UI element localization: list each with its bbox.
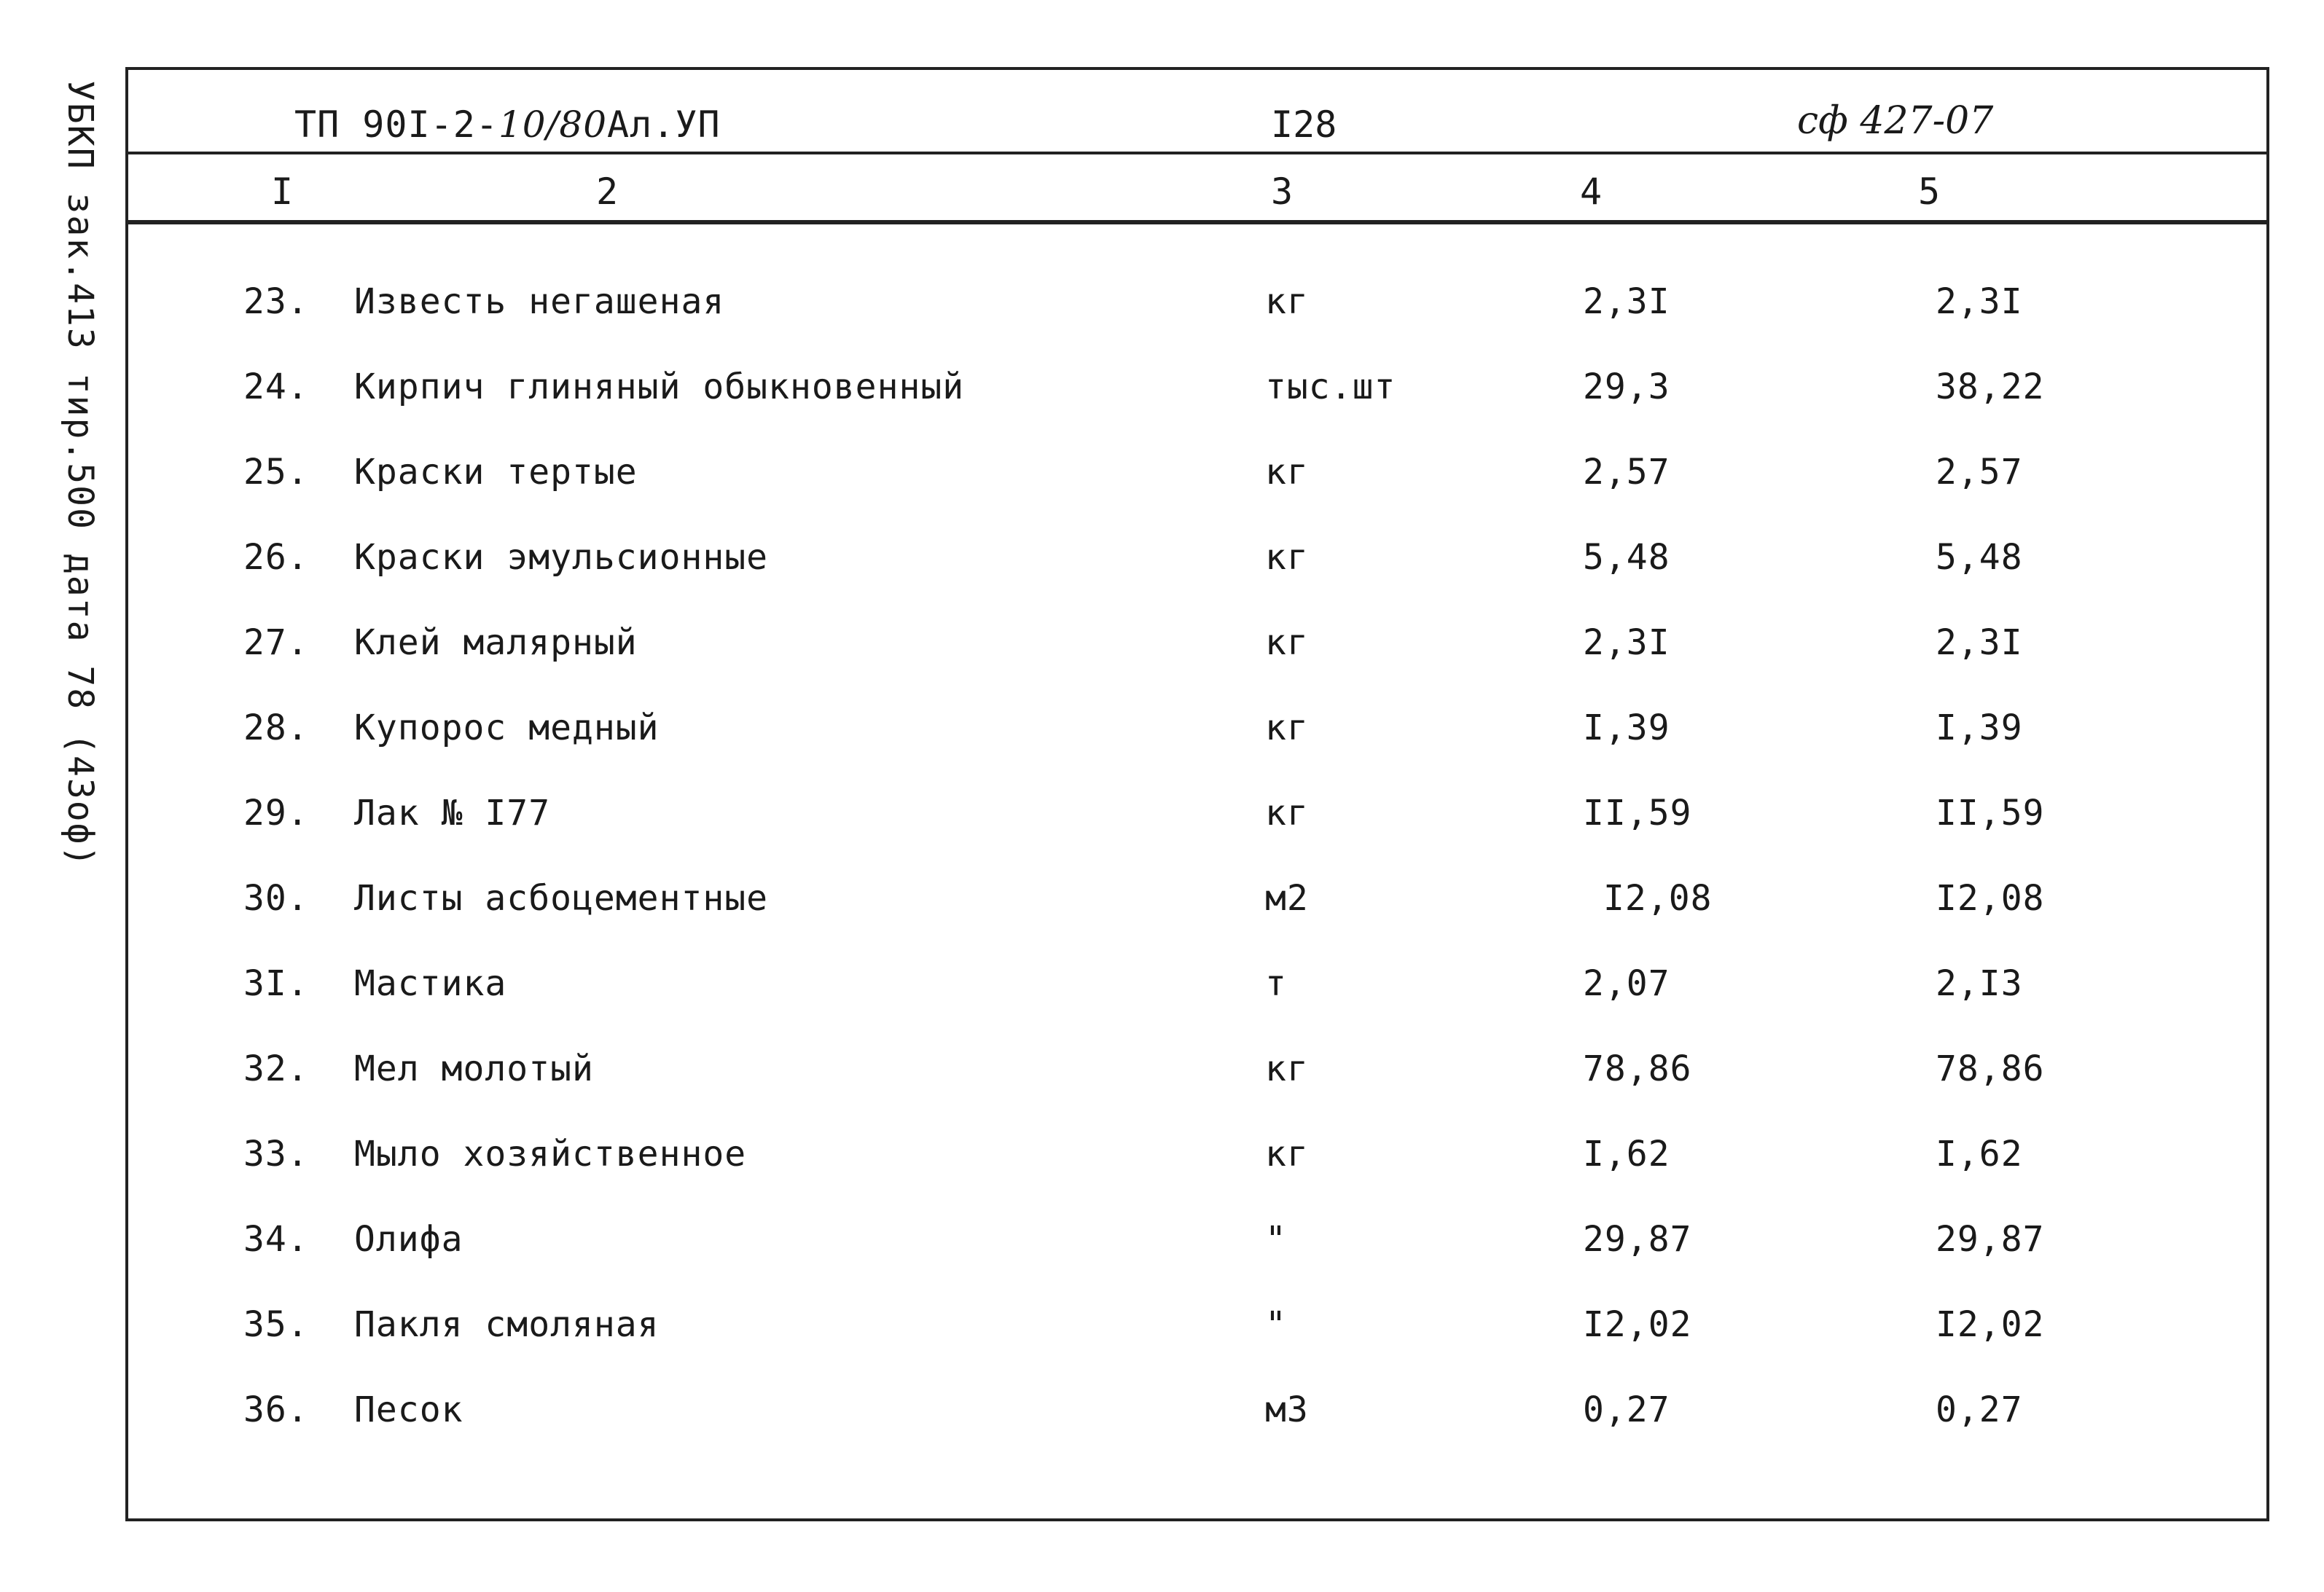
side-stamp bbox=[15, 80, 124, 868]
material-name: Клей малярный bbox=[354, 622, 638, 663]
handwritten-ref: сф 427-07 bbox=[1797, 99, 1994, 143]
row-number: 36. bbox=[243, 1389, 309, 1430]
value-col4: I2,08 bbox=[1603, 878, 1713, 919]
material-name: Листы асбоцементные bbox=[354, 878, 769, 919]
unit: кг bbox=[1265, 1134, 1309, 1175]
table-row bbox=[128, 1304, 2266, 1362]
material-name: Краски эмульсионные bbox=[354, 537, 769, 578]
value-col4: 29,87 bbox=[1583, 1219, 1692, 1260]
doc-code-prefix: ТП 90I-2- bbox=[294, 103, 498, 146]
table-row bbox=[128, 793, 2266, 851]
column-header-1: I bbox=[271, 170, 294, 213]
row-number: 24. bbox=[243, 366, 309, 407]
unit: кг bbox=[1265, 537, 1309, 578]
row-number: 28. bbox=[243, 707, 309, 748]
table-row bbox=[128, 707, 2266, 766]
unit: " bbox=[1265, 1304, 1287, 1345]
sheet-header bbox=[128, 70, 2266, 154]
value-col5: 2,3I bbox=[1936, 281, 2023, 322]
row-number: 30. bbox=[243, 878, 309, 919]
unit: кг bbox=[1265, 707, 1309, 748]
doc-code bbox=[294, 103, 721, 146]
table-row bbox=[128, 622, 2266, 681]
table-row bbox=[128, 963, 2266, 1022]
value-col5: 2,I3 bbox=[1936, 963, 2023, 1004]
value-col5: I2,08 bbox=[1936, 878, 2045, 919]
material-name: Лак № I77 bbox=[354, 793, 551, 834]
column-header-2: 2 bbox=[596, 170, 619, 213]
material-name: Мастика bbox=[354, 963, 507, 1004]
value-col4: I,39 bbox=[1583, 707, 1670, 748]
row-number: 33. bbox=[243, 1134, 309, 1175]
value-col4: 5,48 bbox=[1583, 537, 1670, 578]
value-col5: I,62 bbox=[1936, 1134, 2023, 1175]
unit: кг bbox=[1265, 281, 1309, 322]
table-row bbox=[128, 281, 2266, 340]
page-number: I28 bbox=[1271, 103, 1337, 146]
side-stamp-text: УБКП зак.413 тир.500 дата 78 (43оф) bbox=[60, 80, 101, 868]
value-col4: 29,3 bbox=[1583, 366, 1670, 407]
table-row bbox=[128, 537, 2266, 595]
value-col5: 5,48 bbox=[1936, 537, 2023, 578]
value-col4: 2,57 bbox=[1583, 452, 1670, 493]
material-name: Пакля смоляная bbox=[354, 1304, 660, 1345]
doc-code-suffix: Ал.УП bbox=[607, 103, 721, 146]
material-name: Мел молотый bbox=[354, 1048, 594, 1089]
value-col5: 38,22 bbox=[1936, 366, 2045, 407]
value-col4: 2,3I bbox=[1583, 281, 1670, 322]
material-name: Песок bbox=[354, 1389, 463, 1430]
row-number: 26. bbox=[243, 537, 309, 578]
value-col5: II,59 bbox=[1936, 793, 2045, 834]
unit: кг bbox=[1265, 793, 1309, 834]
row-number: 29. bbox=[243, 793, 309, 834]
value-col4: 2,07 bbox=[1583, 963, 1670, 1004]
row-number: 25. bbox=[243, 452, 309, 493]
row-number: 32. bbox=[243, 1048, 309, 1089]
row-number: 34. bbox=[243, 1219, 309, 1260]
value-col4: 0,27 bbox=[1583, 1389, 1670, 1430]
row-number: 3I. bbox=[243, 963, 309, 1004]
row-number: 27. bbox=[243, 622, 309, 663]
unit: кг bbox=[1265, 452, 1309, 493]
value-col5: 2,3I bbox=[1936, 622, 2023, 663]
row-number: 23. bbox=[243, 281, 309, 322]
table-row bbox=[128, 878, 2266, 936]
table-row bbox=[128, 1389, 2266, 1448]
column-header-row bbox=[128, 154, 2266, 224]
material-name: Купорос медный bbox=[354, 707, 660, 748]
table-row bbox=[128, 452, 2266, 510]
material-name: Известь негашеная bbox=[354, 281, 725, 322]
value-col4: I,62 bbox=[1583, 1134, 1670, 1175]
value-col5: 0,27 bbox=[1936, 1389, 2023, 1430]
material-name: Кирпич глиняный обыкновенный bbox=[354, 366, 965, 407]
column-header-4: 4 bbox=[1580, 170, 1603, 213]
table-row bbox=[128, 1134, 2266, 1192]
value-col4: 78,86 bbox=[1583, 1048, 1692, 1089]
table-row bbox=[128, 1048, 2266, 1107]
row-number: 35. bbox=[243, 1304, 309, 1345]
value-col4: 2,3I bbox=[1583, 622, 1670, 663]
table-row bbox=[128, 1219, 2266, 1277]
value-col4: II,59 bbox=[1583, 793, 1692, 834]
value-col5: 29,87 bbox=[1936, 1219, 2045, 1260]
unit: м3 bbox=[1265, 1389, 1309, 1430]
unit: м2 bbox=[1265, 878, 1309, 919]
column-header-3: 3 bbox=[1271, 170, 1294, 213]
value-col4: I2,02 bbox=[1583, 1304, 1692, 1345]
material-name: Олифа bbox=[354, 1219, 463, 1260]
value-col5: 2,57 bbox=[1936, 452, 2023, 493]
doc-code-handwritten: 10/80 bbox=[498, 103, 608, 146]
table-row bbox=[128, 366, 2266, 425]
unit: кг bbox=[1265, 622, 1309, 663]
document-frame bbox=[125, 67, 2269, 1521]
material-name: Краски тертые bbox=[354, 452, 638, 493]
material-name: Мыло хозяйственное bbox=[354, 1134, 747, 1175]
unit: тыс.шт bbox=[1265, 366, 1396, 407]
value-col5: I2,02 bbox=[1936, 1304, 2045, 1345]
unit: " bbox=[1265, 1219, 1287, 1260]
value-col5: 78,86 bbox=[1936, 1048, 2045, 1089]
unit: т bbox=[1265, 963, 1287, 1004]
value-col5: I,39 bbox=[1936, 707, 2023, 748]
column-header-5: 5 bbox=[1918, 170, 1941, 213]
unit: кг bbox=[1265, 1048, 1309, 1089]
